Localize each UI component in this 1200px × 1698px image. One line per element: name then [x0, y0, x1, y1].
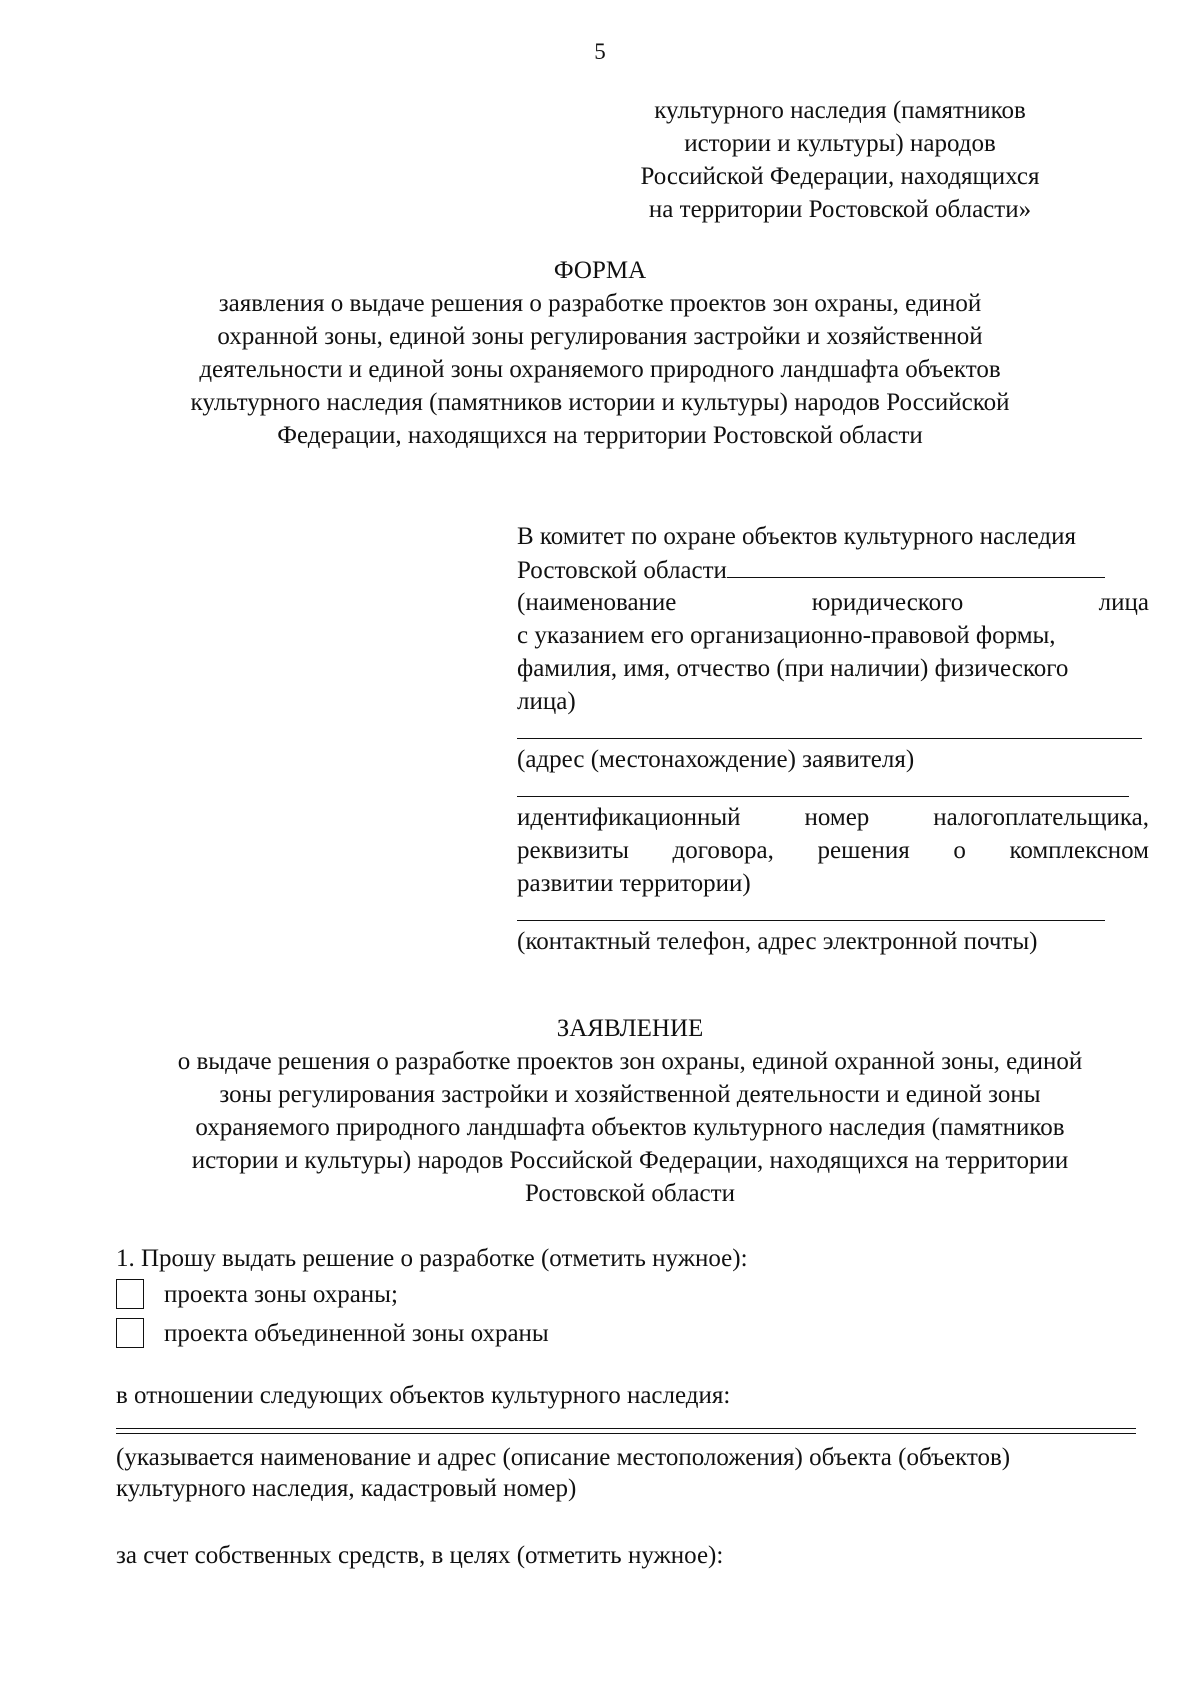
inn-hint-word: реквизиты	[517, 837, 629, 864]
inn-hint-word: комплексном	[1009, 837, 1149, 864]
inn-hint-word: идентификационный	[517, 804, 741, 831]
form-heading	[120, 254, 1080, 452]
contact-hint: (контактный телефон, адрес электронной почты)	[517, 928, 1038, 955]
name-hint-line: с указанием его организационно-правовой формы,	[517, 622, 1056, 649]
address-field[interactable]	[517, 718, 1142, 739]
applicant-name-field[interactable]	[727, 553, 1105, 578]
inn-hint-line	[517, 801, 1149, 834]
inn-hint-word: налогоплательщика,	[933, 804, 1149, 831]
request-item-1: 1. Прошу выдать решение о разработке (отметить нужное):	[116, 1245, 748, 1272]
appendix-reference-line: Российской Федерации, находящихся	[640, 163, 1040, 190]
inn-hint-word: договора,	[672, 837, 774, 864]
statement-title: ЗАЯВЛЕНИЕ	[556, 1015, 704, 1042]
inn-hint-line: развитии территории)	[517, 870, 751, 897]
statement-line: охраняемого природного ландшафта объектов культурного наследия (памятников	[195, 1114, 1065, 1141]
option-combined-zone[interactable]	[116, 1316, 549, 1350]
name-hint-word: лица	[1098, 589, 1149, 616]
appendix-reference-line: на территории Ростовской области»	[648, 196, 1032, 223]
page-number: 5	[594, 39, 606, 64]
regarding-objects: в отношении следующих объектов культурного наследия:	[116, 1382, 731, 1409]
inn-hint-word: о	[953, 837, 966, 864]
combined-zone-label: проекта объединенной зоны охраны	[164, 1319, 549, 1347]
object-hint-line: (указывается наименование и адрес (описание местоположения) объекта (объектов)	[116, 1444, 1011, 1471]
name-hint-line: фамилия, имя, отчество (при наличии) физического	[517, 655, 1069, 682]
addressee-block	[517, 520, 1149, 958]
statement-line: о выдаче решения о разработке проектов зон охраны, единой охранной зоны, единой	[177, 1048, 1083, 1075]
object-hint	[116, 1442, 1152, 1504]
name-hint-line: лица)	[517, 688, 576, 715]
object-hint-line: культурного наследия, кадастровый номер)	[116, 1475, 577, 1502]
appendix-reference-line: культурного наследия (памятников	[654, 97, 1026, 124]
form-description-line: охранной зоны, единой зоны регулирования застройки и хозяйственной	[217, 323, 983, 350]
inn-hint-word: номер	[804, 804, 870, 831]
name-hint-word: (наименование	[517, 589, 677, 616]
name-hint-line	[517, 586, 1149, 619]
appendix-reference	[590, 94, 1090, 226]
funding-purpose: за счет собственных средств, в целях (отметить нужное):	[116, 1542, 724, 1569]
statement-line: зоны регулирования застройки и хозяйственной деятельности и единой зоны	[219, 1081, 1041, 1108]
addressee-committee: В комитет по охране объектов культурного наследия	[517, 523, 1077, 550]
addressee-region-line	[517, 553, 1149, 586]
zone-protection-checkbox[interactable]	[116, 1279, 144, 1309]
appendix-reference-line: истории и культуры) народов	[684, 130, 996, 157]
name-hint-word: юридического	[811, 589, 964, 616]
statement-line: Ростовской области	[525, 1180, 735, 1207]
heritage-object-field[interactable]	[116, 1428, 1136, 1434]
inn-field[interactable]	[517, 776, 1129, 797]
option-zone-protection[interactable]	[116, 1277, 398, 1311]
form-description-line: культурного наследия (памятников истории и культуры) народов Российской	[190, 389, 1010, 416]
inn-hint-word: решения	[817, 837, 910, 864]
form-title: ФОРМА	[553, 257, 647, 284]
address-hint: (адрес (местонахождение) заявителя)	[517, 746, 915, 773]
form-description-line: деятельности и единой зоны охраняемого природного ландшафта объектов	[199, 356, 1001, 383]
statement-heading	[110, 1012, 1150, 1210]
contact-field[interactable]	[517, 900, 1105, 921]
addressee-region: Ростовской области	[517, 557, 727, 584]
zone-protection-label: проекта зоны охраны;	[164, 1280, 398, 1308]
form-description-line: Федерации, находящихся на территории Ростовской области	[277, 422, 923, 449]
inn-hint-line	[517, 834, 1149, 867]
combined-zone-checkbox[interactable]	[116, 1318, 144, 1348]
form-description-line: заявления о выдаче решения о разработке проектов зон охраны, единой	[218, 290, 982, 317]
statement-line: истории и культуры) народов Российской Федерации, находящихся на территории	[191, 1147, 1069, 1174]
